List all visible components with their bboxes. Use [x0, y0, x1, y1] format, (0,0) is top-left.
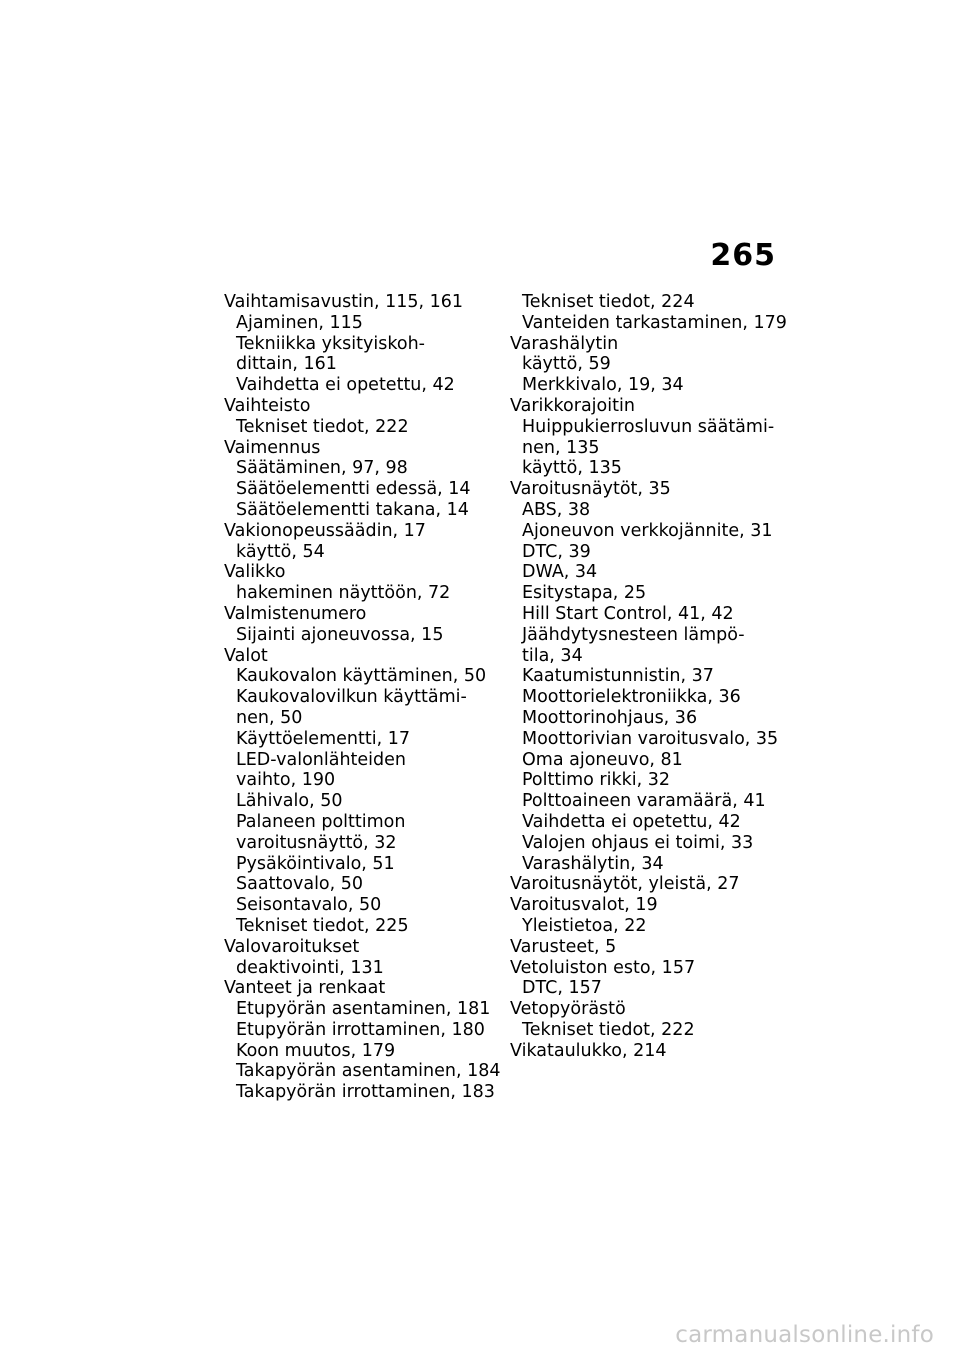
index-subentry: Yleistietoa, 22: [522, 915, 647, 936]
index-subentry: dittain, 161: [236, 354, 337, 375]
index-subentry: Vaihdetta ei opetettu, 42: [522, 811, 741, 832]
index-subentry: Varashälytin, 34: [522, 853, 664, 874]
index-subentry: Moottorielektroniikka, 36: [522, 687, 741, 708]
index-entry: Vaihtamisavustin, 115, 161: [224, 292, 464, 312]
index-subentry: Takapyörän asentaminen, 184: [236, 1061, 501, 1082]
index-entry: Vikataulukko, 214: [510, 1040, 667, 1061]
index-subentry: LED-valonlähteiden: [236, 749, 407, 770]
index-subentry: Vanteiden tarkastaminen, 179: [522, 312, 787, 333]
index-entry: Varashälytin: [510, 333, 619, 354]
index-subentry: Tekniset tiedot, 222: [522, 1019, 695, 1040]
index-subentry: tila, 34: [522, 645, 583, 666]
index-subentry: Tekniset tiedot, 222: [236, 416, 409, 437]
index-subentry: Säätöelementti takana, 14: [236, 499, 469, 520]
index-subentry: hakeminen näyttöön, 72: [236, 583, 451, 604]
index-subentry: Valojen ohjaus ei toimi, 33: [522, 832, 754, 853]
index-entry: Varoitusnäytöt, 35: [510, 479, 671, 500]
index-subentry: Jäähdytysnesteen lämpö-: [522, 624, 745, 645]
index-subentry: Kaatumistunnistin, 37: [522, 666, 714, 687]
index-column-left: [224, 292, 500, 1103]
index-entry: Vaimennus: [224, 437, 321, 458]
index-subentry: Etupyörän asentaminen, 181: [236, 999, 491, 1020]
index-subentry: ABS, 38: [522, 499, 591, 520]
index-subentry: Oma ajoneuvo, 81: [522, 749, 683, 770]
index-entry: Varusteet, 5: [510, 936, 617, 957]
watermark-text: carmanualsonline.info: [675, 1322, 934, 1348]
index-subentry: Takapyörän irrottaminen, 183: [236, 1082, 495, 1103]
index-subentry: Sijainti ajoneuvossa, 15: [236, 624, 444, 645]
index-subentry: Tekniset tiedot, 225: [236, 915, 409, 936]
index-subentry: Käyttöelementti, 17: [236, 728, 410, 749]
index-entry: Varoitusnäytöt, yleistä, 27: [510, 874, 740, 895]
index-subentry: nen, 135: [522, 437, 600, 458]
index-subentry: Seisontavalo, 50: [236, 895, 382, 916]
index-subentry: DTC, 157: [522, 978, 602, 999]
index-subentry: Kaukovalon käyttäminen, 50: [236, 666, 487, 687]
index-entry: Vaihteisto: [224, 395, 311, 416]
index-subentry: Tekniikka yksityiskoh-: [236, 333, 425, 354]
index-subentry: DWA, 34: [522, 562, 598, 583]
index-entry: Valmistenumero: [224, 603, 367, 624]
index-subentry: käyttö, 54: [236, 541, 325, 562]
index-subentry: Pysäköintivalo, 51: [236, 853, 395, 874]
index-subentry: Polttimo rikki, 32: [522, 770, 670, 791]
index-entry: Vetopyörästö: [510, 999, 626, 1020]
index-entry: Valikko: [224, 562, 286, 583]
index-subentry: Koon muutos, 179: [236, 1040, 396, 1061]
index-entry: Vanteet ja renkaat: [224, 978, 386, 999]
index-subentry: Merkkivalo, 19, 34: [522, 375, 684, 396]
index-subentry: Tekniset tiedot, 224: [522, 292, 695, 312]
index-subentry: käyttö, 59: [522, 354, 611, 375]
index-entry: Varoitusvalot, 19: [510, 895, 658, 916]
index-entry: Valovaroitukset: [224, 936, 360, 957]
index-subentry: Moottorivian varoitusvalo, 35: [522, 728, 779, 749]
index-subentry: Moottorinohjaus, 36: [522, 707, 698, 728]
index-entry: Varikkorajoitin: [510, 395, 635, 416]
index-subentry: Esitystapa, 25: [522, 583, 647, 604]
index-subentry: Huippukierrosluvun säätämi-: [522, 416, 775, 437]
index-subentry: DTC, 39: [522, 541, 591, 562]
index-subentry: Ajoneuvon verkkojännite, 31: [522, 520, 773, 541]
index-subentry: käyttö, 135: [522, 458, 622, 479]
index-subentry: vaihto, 190: [236, 770, 336, 791]
index-subentry: Saattovalo, 50: [236, 874, 364, 895]
index-subentry: Hill Start Control, 41, 42: [522, 603, 734, 624]
index-subentry: Säätöelementti edessä, 14: [236, 479, 471, 500]
index-subentry: Lähivalo, 50: [236, 791, 343, 812]
index-entry: Valot: [224, 645, 268, 666]
index-subentry: Vaihdetta ei opetettu, 42: [236, 375, 455, 396]
index-entry: Vetoluiston esto, 157: [510, 957, 696, 978]
index-subentry: Ajaminen, 115: [236, 312, 363, 333]
index-entry: Vakionopeussäädin, 17: [224, 520, 426, 541]
index-subentry: Etupyörän irrottaminen, 180: [236, 1019, 485, 1040]
index-subentry: deaktivointi, 131: [236, 957, 384, 978]
index-column-right: [510, 292, 787, 1061]
index-subentry: Palaneen polttimon: [236, 811, 406, 832]
page-number: 265: [710, 238, 776, 273]
index-subentry: Säätäminen, 97, 98: [236, 458, 408, 479]
index-subentry: varoitusnäyttö, 32: [236, 832, 397, 853]
index-subentry: nen, 50: [236, 707, 303, 728]
index-subentry: Kaukovalovilkun käyttämi-: [236, 687, 467, 708]
index-subentry: Polttoaineen varamäärä, 41: [522, 791, 766, 812]
